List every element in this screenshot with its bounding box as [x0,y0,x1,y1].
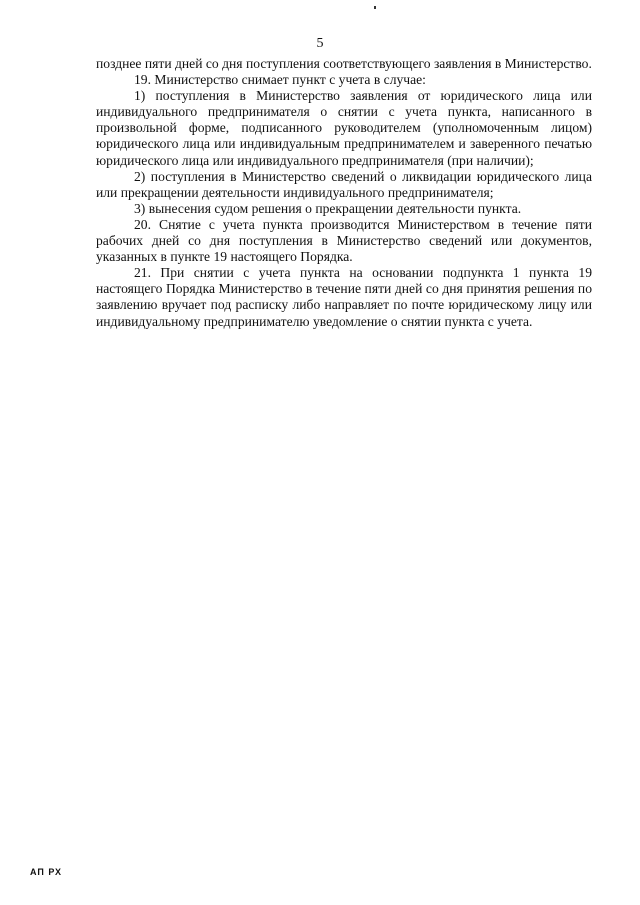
paragraph-item-19-1: 1) поступления в Министерство заявления от юридического лица или индивидуального предпринимателя о снятии с учета пункта, написанного в произвольной форме, подписанного руководителем (уполномоченным лицом) юридического лица или индивидуальным предпринимателем и заверенного печатью юридического лица или индивидуального предпринимателя (при наличии); [96,88,592,168]
paragraph-item-19-2: 2) поступления в Министерство сведений о ликвидации юридического лица или прекращении деятельности индивидуального предпринимателя; [96,168,592,200]
paragraph-item-21: 21. При снятии с учета пункта на основании подпункта 1 пункта 19 настоящего Порядка Министерство в течение пяти дней со дня принятия решения по заявлению вручает под расписку либо направляет по почте юридическому лицу или индивидуальному предпринимателю уведомление о снятии пункта с учета. [96,265,592,329]
paragraph-continuation: позднее пяти дней со дня поступления соответствующего заявления в Министерство. [96,56,592,71]
paragraph-item-19-3: 3) вынесения судом решения о прекращении деятельности пункта. [134,200,522,216]
footer-document-code: АП РХ [30,867,63,877]
page-number: 5 [316,36,324,51]
document-body [96,56,592,330]
paragraph-item-19: 19. Министерство снимает пункт с учета в случае: [134,72,426,88]
scan-speck [374,6,376,9]
paragraph-item-20: 20. Снятие с учета пункта производится Министерством в течение пяти рабочих дней со дня поступления в Министерство сведений или документов, указанных в пункте 19 настоящего Порядка. [96,216,592,265]
